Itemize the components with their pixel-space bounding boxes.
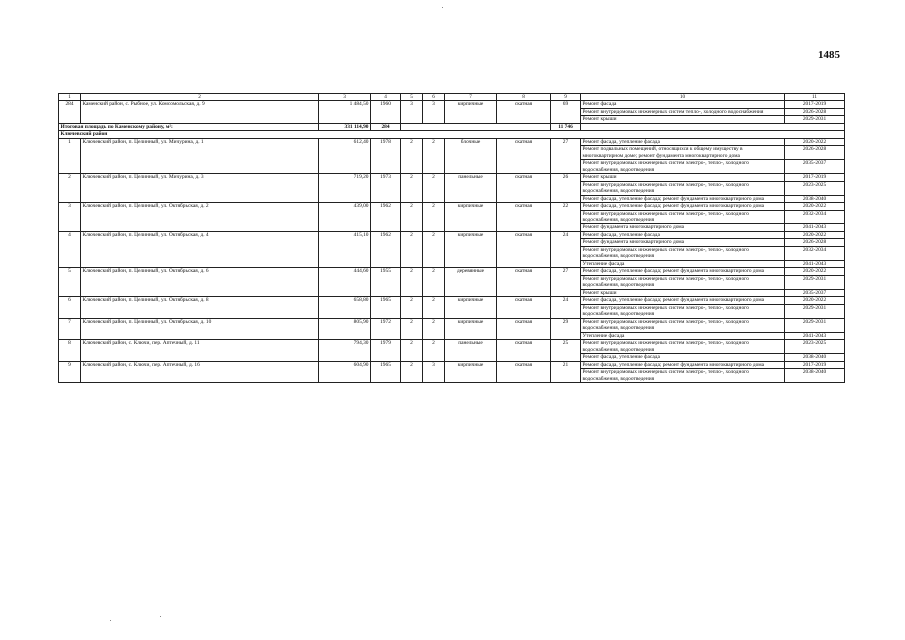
cell-walls: панельные <box>445 174 497 203</box>
cell-period: 2023-2025 <box>785 181 845 195</box>
cell-roof: скатная <box>497 318 551 339</box>
cell-period: 2020-2022 <box>785 138 845 145</box>
cell-work: Ремонт внутридомовых инженерных систем электро-, тепло-, холодного водоснабжения, водоотведения <box>581 318 785 332</box>
cell-work: Утепление фасада <box>581 332 785 339</box>
cell-res: 22 <box>551 203 581 232</box>
cell-num: 1 <box>59 138 81 173</box>
cell-walls: кирпичные <box>445 318 497 339</box>
total-area: 331 114,90 <box>319 123 371 130</box>
cell-work: Ремонт внутридомовых инженерных систем электро-, тепло-, холодного водоснабжения, водоотведения <box>581 181 785 195</box>
cell-work: Ремонт внутридомовых инженерных систем электро-, тепло-, холодного водоснабжения, водоотведения <box>581 210 785 224</box>
table-row <box>59 340 845 354</box>
cell-year: 1960 <box>371 101 401 123</box>
cell-year: 1965 <box>371 361 401 382</box>
cell-entr: 2 <box>423 297 445 318</box>
cell-work: Ремонт фасада <box>581 101 785 108</box>
scan-speck <box>110 620 111 621</box>
cell-work: Ремонт крыши <box>581 116 785 123</box>
cell-work: Утепление фасада <box>581 260 785 267</box>
cell-period: 2032-2034 <box>785 210 845 224</box>
cell-period: 2020-2022 <box>785 231 845 238</box>
cell-entr: 2 <box>423 231 445 267</box>
cell-addr: Ключевский район, п. Целинный, ул. Октябрьская, д. 4 <box>81 231 319 267</box>
cell-period: 2020-2022 <box>785 297 845 304</box>
cell-work: Ремонт внутридомовых инженерных систем электро-, тепло-, холодного водоснабжения, водоотведения <box>581 160 785 174</box>
column-number: 2 <box>81 94 319 101</box>
cell-period: 2029-2031 <box>785 116 845 123</box>
cell-roof: скатная <box>497 268 551 297</box>
table-row <box>59 318 845 332</box>
cell-num: 4 <box>59 231 81 267</box>
cell-floors: 2 <box>401 340 423 361</box>
cell-roof: скатная <box>497 101 551 123</box>
cell-period: 2041-2043 <box>785 260 845 267</box>
table-row <box>59 268 845 275</box>
cell-period: 2026-2028 <box>785 239 845 246</box>
cell-roof: скатная <box>497 361 551 382</box>
cell-floors: 2 <box>401 297 423 318</box>
cell-year: 1965 <box>371 297 401 318</box>
cell-addr: Ключевский район, п. Целинный, ул. Октябрьская, д. 6 <box>81 268 319 297</box>
table-row <box>59 361 845 368</box>
cell-period: 2038-2040 <box>785 369 845 383</box>
cell-floors: 3 <box>401 101 423 123</box>
total-label: Итоговая площадь по Каменскому району, м²: <box>59 123 319 130</box>
cell-res: 24 <box>551 297 581 318</box>
cell-period: 2035-2037 <box>785 289 845 296</box>
scan-speck <box>442 7 443 8</box>
scan-speck <box>160 616 161 617</box>
cell-walls: кирпичные <box>445 203 497 232</box>
column-number-row <box>59 94 845 101</box>
cell-work: Ремонт внутридомовых инженерных систем электро-, тепло-, холодного водоснабжения, водоотведения <box>581 369 785 383</box>
cell-area: 658,80 <box>319 297 371 318</box>
cell-period: 2026-2028 <box>785 108 845 115</box>
total-residents: 11 746 <box>551 123 581 130</box>
cell-res: 26 <box>551 174 581 203</box>
cell-year: 1962 <box>371 231 401 267</box>
cell-period: 2035-2037 <box>785 160 845 174</box>
cell-period: 2017-2019 <box>785 174 845 181</box>
housing-repair-table <box>58 93 845 383</box>
cell-work: Ремонт внутридомовых инженерных систем электро-, тепло-, холодного водоснабжения, водоотведения <box>581 340 785 354</box>
cell-addr: Ключевский район, с. Ключи, пер. Аптечный, д. 11 <box>81 340 319 361</box>
cell-walls: кирпичные <box>445 297 497 318</box>
cell-period: 2020-2022 <box>785 203 845 210</box>
cell-walls: блочные <box>445 138 497 173</box>
cell-year: 1978 <box>371 138 401 173</box>
cell-period: 2017-2019 <box>785 361 845 368</box>
cell-year: 1979 <box>371 340 401 361</box>
cell-year: 1972 <box>371 318 401 339</box>
cell-addr: Ключевский район, п. Целинный, ул. Октябрьская, д. 8 <box>81 297 319 318</box>
cell-walls: кирпичные <box>445 101 497 123</box>
cell-area: 612,40 <box>319 138 371 173</box>
cell-entr: 3 <box>423 101 445 123</box>
cell-res: 29 <box>551 318 581 339</box>
table-row <box>59 203 845 210</box>
cell-roof: скатная <box>497 297 551 318</box>
cell-num: 284 <box>59 101 81 123</box>
cell-addr: Каменский район, с. Рыбное, ул. Комсомольская, д. 9 <box>81 101 319 123</box>
table-row <box>59 174 845 181</box>
cell-res: 25 <box>551 340 581 361</box>
cell-addr: Ключевский район, с. Ключи, пер. Аптечный, д. 16 <box>81 361 319 382</box>
column-number: 7 <box>445 94 497 101</box>
cell-period: 2017-2019 <box>785 101 845 108</box>
cell-floors: 2 <box>401 203 423 232</box>
column-number: 8 <box>497 94 551 101</box>
cell-entr: 2 <box>423 203 445 232</box>
cell-roof: скатная <box>497 203 551 232</box>
cell-entr: 2 <box>423 174 445 203</box>
cell-year: 1973 <box>371 174 401 203</box>
total-count: 284 <box>371 123 401 130</box>
column-number: 10 <box>581 94 785 101</box>
cell-work: Ремонт внутридомовых инженерных систем электро-, тепло-, холодного водоснабжения, водоотведения <box>581 275 785 289</box>
cell-floors: 2 <box>401 268 423 297</box>
cell-work: Ремонт фасада, утепление фасада; ремонт фундамента многоквартирного дома <box>581 268 785 275</box>
cell-res: 24 <box>551 231 581 267</box>
cell-work: Ремонт подвальных помещений, относящихся к общему имуществу в многоквартирном доме; ремонт фундамента многоквартирного дома <box>581 146 785 160</box>
cell-work: Ремонт внутридомовых инженерных систем электро-, тепло-, холодного водоснабжения, водоотведения <box>581 304 785 318</box>
cell-floors: 2 <box>401 174 423 203</box>
cell-roof: скатная <box>497 231 551 267</box>
cell-period: 2020-2022 <box>785 268 845 275</box>
table-row <box>59 231 845 238</box>
cell-addr: Ключевский район, п. Целинный, ул. Мичурина, д. 3 <box>81 174 319 203</box>
cell-work: Ремонт фасада, утепление фасада <box>581 354 785 361</box>
cell-entr: 3 <box>423 361 445 382</box>
cell-year: 1962 <box>371 203 401 232</box>
cell-period: 2029-2031 <box>785 275 845 289</box>
cell-num: 2 <box>59 174 81 203</box>
cell-entr: 2 <box>423 318 445 339</box>
cell-area: 604,90 <box>319 361 371 382</box>
cell-num: 8 <box>59 340 81 361</box>
cell-num: 6 <box>59 297 81 318</box>
cell-roof: скатная <box>497 138 551 173</box>
cell-period: 2029-2031 <box>785 318 845 332</box>
cell-work: Ремонт фасада, утепление фасада; ремонт фундамента многоквартирного дома <box>581 297 785 304</box>
cell-res: 69 <box>551 101 581 123</box>
table-row <box>59 101 845 108</box>
cell-work: Ремонт фасада, утепление фасада; ремонт фундамента многоквартирного дома <box>581 361 785 368</box>
cell-work: Ремонт фасада, утепление фасада; ремонт фундамента многоквартирного дома <box>581 203 785 210</box>
cell-addr: Ключевский район, п. Целинный, ул. Октябрьская, д. 2 <box>81 203 319 232</box>
cell-area: 794,30 <box>319 340 371 361</box>
cell-walls: кирпичные <box>445 361 497 382</box>
cell-work: Ремонт внутридомовых инженерных систем тепло-, холодного водоснабжения <box>581 108 785 115</box>
cell-area: 1 484,50 <box>319 101 371 123</box>
cell-period: 2041-2043 <box>785 332 845 339</box>
district-total-row <box>59 123 845 130</box>
cell-period: 2041-2043 <box>785 224 845 231</box>
cell-roof: скатная <box>497 174 551 203</box>
cell-floors: 2 <box>401 138 423 173</box>
cell-work: Ремонт фасада, утепление фасада <box>581 138 785 145</box>
cell-num: 9 <box>59 361 81 382</box>
cell-res: 27 <box>551 138 581 173</box>
cell-area: 719,20 <box>319 174 371 203</box>
cell-work: Ремонт фундамента многоквартирного дома <box>581 239 785 246</box>
cell-work: Ремонт внутридомовых инженерных систем электро-, тепло-, холодного водоснабжения, водоотведения <box>581 246 785 260</box>
cell-period: 2032-2034 <box>785 246 845 260</box>
cell-addr: Ключевский район, п. Целинный, ул. Мичурина, д. 1 <box>81 138 319 173</box>
column-number: 6 <box>423 94 445 101</box>
cell-work: Ремонт фасада, утепление фасада <box>581 231 785 238</box>
column-number: 4 <box>371 94 401 101</box>
cell-period: 2023-2025 <box>785 340 845 354</box>
cell-work: Ремонт крыши <box>581 174 785 181</box>
column-number: 3 <box>319 94 371 101</box>
cell-num: 5 <box>59 268 81 297</box>
cell-work: Ремонт фасада, утепление фасада; ремонт фундамента многоквартирного дома <box>581 195 785 202</box>
table-row <box>59 297 845 304</box>
cell-period: 2029-2031 <box>785 304 845 318</box>
column-number: 1 <box>59 94 81 101</box>
cell-period: 2038-2040 <box>785 354 845 361</box>
cell-period: 2026-2028 <box>785 146 845 160</box>
page-number: 1485 <box>818 49 840 61</box>
cell-roof: скатная <box>497 340 551 361</box>
table-row <box>59 138 845 145</box>
cell-walls: панельные <box>445 340 497 361</box>
cell-addr: Ключевский район, п. Целинный, ул. Октябрьская, д. 10 <box>81 318 319 339</box>
cell-area: 805,90 <box>319 318 371 339</box>
column-number: 11 <box>785 94 845 101</box>
cell-entr: 2 <box>423 340 445 361</box>
cell-num: 7 <box>59 318 81 339</box>
cell-walls: деревянные <box>445 268 497 297</box>
column-number: 9 <box>551 94 581 101</box>
cell-floors: 2 <box>401 231 423 267</box>
cell-num: 3 <box>59 203 81 232</box>
cell-walls: кирпичные <box>445 231 497 267</box>
cell-res: 21 <box>551 361 581 382</box>
cell-area: 415,10 <box>319 231 371 267</box>
column-number: 5 <box>401 94 423 101</box>
cell-year: 1955 <box>371 268 401 297</box>
district-name: Ключевский район <box>59 131 845 138</box>
cell-work: Ремонт фундамента многоквартирного дома <box>581 224 785 231</box>
cell-area: 444,60 <box>319 268 371 297</box>
cell-area: 439,00 <box>319 203 371 232</box>
cell-entr: 2 <box>423 138 445 173</box>
district-header-row <box>59 131 845 138</box>
cell-res: 27 <box>551 268 581 297</box>
cell-floors: 2 <box>401 361 423 382</box>
cell-entr: 2 <box>423 268 445 297</box>
cell-period: 2038-2040 <box>785 195 845 202</box>
cell-work: Ремонт крыши <box>581 289 785 296</box>
cell-floors: 2 <box>401 318 423 339</box>
